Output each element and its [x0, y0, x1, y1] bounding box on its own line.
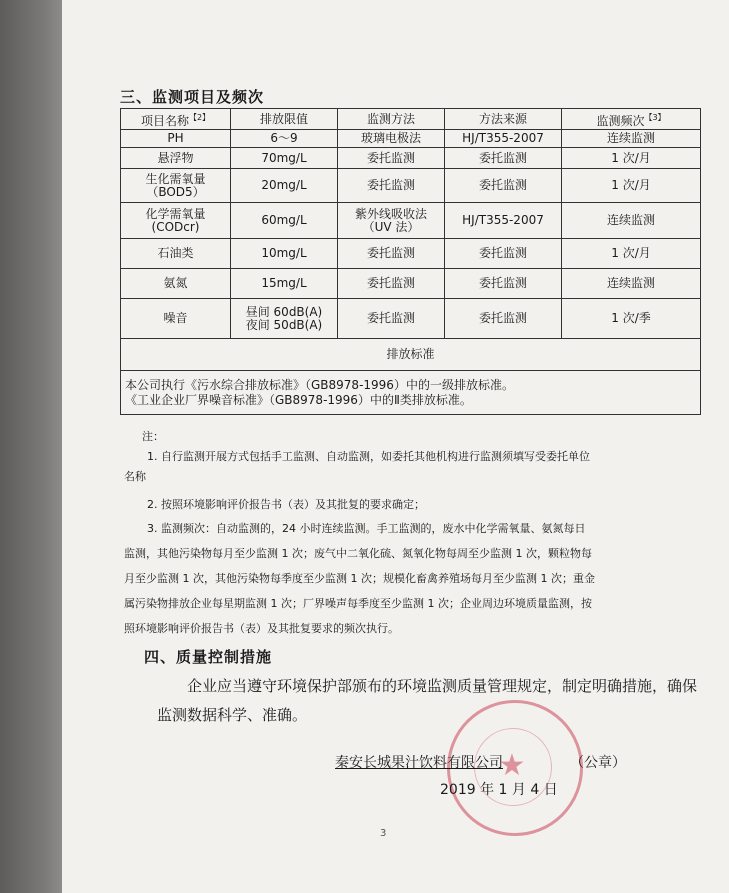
- header-method: 监测方法: [338, 109, 445, 130]
- cell-name: 噪音: [121, 299, 231, 339]
- cell-limit: 70mg/L: [231, 148, 338, 169]
- cell-limit: 15mg/L: [231, 269, 338, 299]
- cell-freq: 1 次/月: [562, 169, 701, 203]
- note-3-line-2: 监测，其他污染物每月至少监测 1 次；废气中二氧化硫、氮氧化物每周至少监测 1 次，颗粒物每: [124, 547, 592, 560]
- note-2: 2. 按照环境影响评价报告书（表）及其批复的要求确定；: [147, 498, 425, 511]
- cell-source: 委托监测: [445, 239, 562, 269]
- header-item-name: 项目名称$^{【2】}$: [121, 109, 231, 130]
- cell-source: HJ/T355-2007: [445, 203, 562, 239]
- section3-title: 三、监测项目及频次: [120, 88, 265, 106]
- header-frequency: 监测频次$^{【3】}$: [562, 109, 701, 130]
- cell-freq: 1 次/季: [562, 299, 701, 339]
- table-row: [121, 130, 701, 148]
- cell-method: 委托监测: [338, 148, 445, 169]
- table-row: [121, 169, 701, 203]
- note-3-line-5: 照环境影响评价报告书（表）及其批复要求的频次执行。: [124, 622, 399, 635]
- signature-date: 2019 年 1 月 4 日: [440, 782, 558, 798]
- table-header-row: [121, 109, 701, 130]
- cell-method: 紫外线吸收法 （UV 法）: [338, 203, 445, 239]
- note-3-line-1: 3. 监测频次：自动监测的，24 小时连续监测。手工监测的，废水中化学需氧量、氨氮每日: [147, 522, 586, 535]
- seal-star-icon: ★: [498, 748, 526, 783]
- header-source: 方法来源: [445, 109, 562, 130]
- cell-freq: 连续监测: [562, 130, 701, 148]
- cell-name: 生化需氧量 （BOD5）: [121, 169, 231, 203]
- section4-title: 四、质量控制措施: [144, 648, 273, 666]
- cell-freq: 连续监测: [562, 203, 701, 239]
- cell-name: 悬浮物: [121, 148, 231, 169]
- cell-method: 委托监测: [338, 239, 445, 269]
- standard-text: 本公司执行《污水综合排放标准》（GB8978-1996）中的一级排放标准。 《工业企业厂界噪音标准》（GB8978-1996）中的Ⅱ类排放标准。: [121, 371, 701, 415]
- cell-limit: 昼间 60dB(A) 夜间 50dB(A): [231, 299, 338, 339]
- cell-method: 玻璃电极法: [338, 130, 445, 148]
- header-limit: 排放限值: [231, 109, 338, 130]
- cell-source: 委托监测: [445, 269, 562, 299]
- cell-name: 化学需氧量 (CODcr): [121, 203, 231, 239]
- cell-freq: 连续监测: [562, 269, 701, 299]
- table-row: [121, 239, 701, 269]
- table-row: [121, 269, 701, 299]
- table-row: [121, 148, 701, 169]
- note-3-line-3: 月至少监测 1 次，其他污染物每季度至少监测 1 次；规模化畜禽养殖场每月至少监测 1 次；重金: [124, 572, 595, 585]
- cell-source: 委托监测: [445, 299, 562, 339]
- document-page: [62, 0, 729, 893]
- cell-source: 委托监测: [445, 169, 562, 203]
- note-1-line-1: 1. 自行监测开展方式包括手工监测、自动监测，如委托其他机构进行监测须填写受委托单位: [147, 450, 590, 463]
- signature-seal-label: （公章）: [570, 755, 626, 771]
- page-number: 3: [380, 828, 387, 839]
- cell-name: 石油类: [121, 239, 231, 269]
- cell-freq: 1 次/月: [562, 148, 701, 169]
- table-row: [121, 299, 701, 339]
- standard-title-row: [121, 339, 701, 371]
- scan-border: [0, 0, 62, 893]
- cell-method: 委托监测: [338, 169, 445, 203]
- cell-limit: 10mg/L: [231, 239, 338, 269]
- note-1-line-2: 名称: [124, 470, 146, 483]
- section4-body: 企业应当遵守环境保护部颁布的环境监测质量管理规定，制定明确措施，确保监测数据科学、准确。: [157, 677, 698, 724]
- standard-title: 排放标准: [121, 339, 701, 371]
- standard-text-row: [121, 371, 701, 415]
- cell-method: 委托监测: [338, 269, 445, 299]
- cell-name: PH: [121, 130, 231, 148]
- cell-freq: 1 次/月: [562, 239, 701, 269]
- note-3-line-4: 属污染物排放企业每星期监测 1 次；厂界噪声每季度至少监测 1 次；企业周边环境质量监测，按: [124, 597, 592, 610]
- notes-label: 注：: [142, 430, 164, 443]
- table-row: [121, 203, 701, 239]
- signature-company: 秦安长城果汁饮料有限公司: [335, 755, 503, 771]
- cell-source: 委托监测: [445, 148, 562, 169]
- cell-limit: 20mg/L: [231, 169, 338, 203]
- cell-limit: 6～9: [231, 130, 338, 148]
- monitoring-table: [120, 108, 701, 415]
- cell-limit: 60mg/L: [231, 203, 338, 239]
- cell-name: 氨氮: [121, 269, 231, 299]
- cell-source: HJ/T355-2007: [445, 130, 562, 148]
- cell-method: 委托监测: [338, 299, 445, 339]
